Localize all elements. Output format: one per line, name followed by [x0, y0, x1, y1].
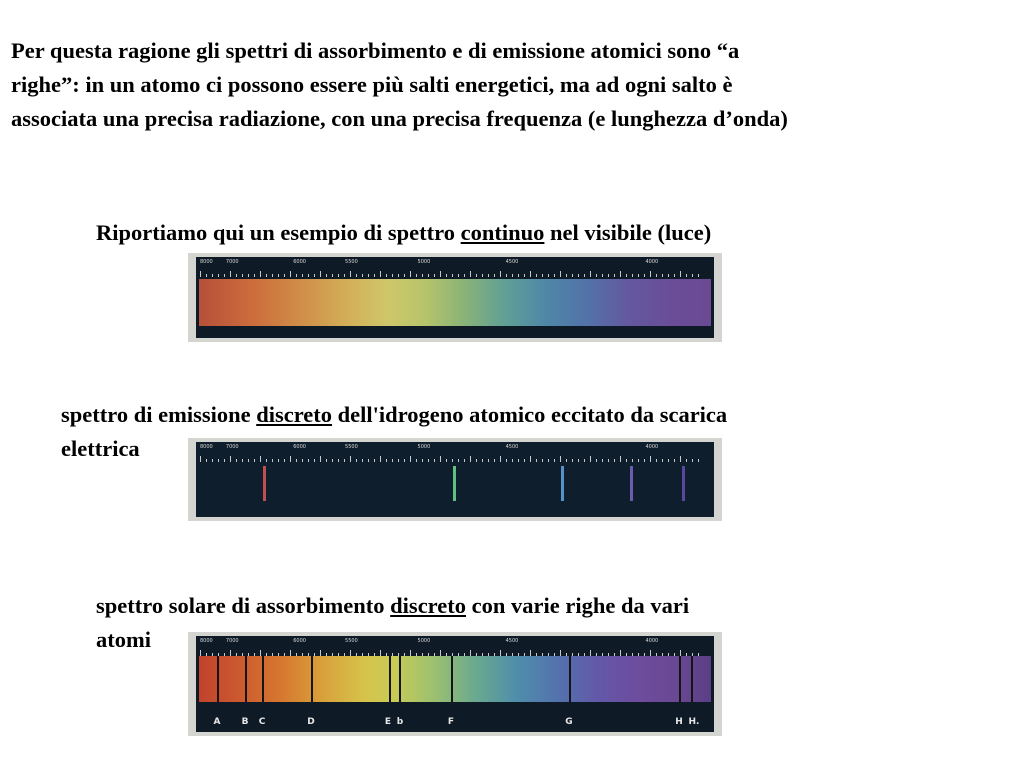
wavelength-scale — [196, 442, 714, 462]
scale-tick — [554, 274, 555, 277]
scale-tick — [464, 274, 465, 277]
wavelength-scale — [196, 257, 714, 277]
scale-tick — [602, 274, 603, 277]
absorption-label: A — [213, 717, 221, 727]
scale-tick — [284, 274, 285, 277]
scale-tick — [506, 274, 507, 277]
absorption-line-b — [245, 656, 247, 702]
absorption-line-h1 — [679, 656, 681, 702]
absorption-label: H. — [688, 717, 700, 727]
scale-tick — [344, 274, 345, 277]
scale-tick — [674, 274, 675, 277]
scale-number: 4500 — [505, 259, 519, 265]
scale-tick — [668, 274, 669, 277]
scale-number: 8000 — [199, 259, 213, 265]
scale-tick — [428, 274, 429, 277]
scale-tick — [536, 274, 537, 277]
scale-tick — [266, 274, 267, 277]
scale-tick — [644, 274, 645, 277]
emission-caption-underlined: discreto — [256, 402, 333, 427]
scale-tick — [698, 274, 699, 277]
scale-tick — [350, 271, 351, 277]
scale-number: 5000 — [417, 444, 431, 450]
scale-tick — [500, 271, 501, 277]
scale-tick — [626, 274, 627, 277]
scale-tick — [242, 274, 243, 277]
absorption-label: F — [447, 717, 455, 727]
scale-tick — [512, 274, 513, 277]
intro-line-2: righe”: in un atomo ci possono essere più salti energetici, ma ad ogni salto è — [11, 72, 733, 97]
emission-line-deep-violet — [682, 466, 685, 501]
intro-paragraph — [11, 34, 1016, 136]
scale-tick — [662, 274, 663, 277]
continuous-caption-underlined: continuo — [460, 220, 545, 245]
scale-tick — [620, 271, 621, 277]
scale-tick — [374, 274, 375, 277]
absorption-label: B — [241, 717, 249, 727]
absorption-label: b — [396, 717, 404, 727]
scale-tick — [398, 274, 399, 277]
scale-tick — [272, 274, 273, 277]
scale-tick — [326, 274, 327, 277]
scale-tick — [248, 274, 249, 277]
scale-tick — [392, 274, 393, 277]
scale-tick — [332, 274, 333, 277]
scale-tick — [692, 274, 693, 277]
scale-tick — [614, 274, 615, 277]
continuous-caption-after: nel visibile (luce) — [544, 220, 712, 245]
scale-tick — [542, 274, 543, 277]
emission-caption-before: spettro di emissione — [61, 402, 257, 427]
absorption-label: C — [258, 717, 266, 727]
scale-tick — [476, 274, 477, 277]
emission-line-green — [453, 466, 456, 501]
absorption-line-g — [569, 656, 571, 702]
scale-tick — [380, 271, 381, 277]
absorption-line-f — [451, 656, 453, 702]
scale-tick — [434, 274, 435, 277]
scale-tick — [410, 271, 411, 277]
scale-number: 7000 — [225, 638, 239, 644]
scale-tick — [356, 274, 357, 277]
scale-number: 6000 — [293, 444, 306, 450]
scale-tick — [566, 274, 567, 277]
scale-tick — [386, 274, 387, 277]
scale-tick — [608, 274, 609, 277]
absorption-label: H — [675, 717, 683, 727]
wavelength-scale — [196, 636, 714, 656]
scale-tick — [578, 274, 579, 277]
scale-tick — [440, 271, 441, 277]
absorption-caption-before: spettro solare di assorbimento — [96, 593, 391, 618]
continuous-spectrum-plate — [188, 253, 722, 342]
scale-number: 4500 — [505, 638, 519, 644]
scale-tick — [362, 274, 363, 277]
scale-tick — [572, 274, 573, 277]
absorption-line-h2 — [691, 656, 693, 702]
scale-tick — [530, 271, 531, 277]
scale-tick — [680, 271, 681, 277]
scale-tick — [524, 274, 525, 277]
scale-tick — [494, 274, 495, 277]
continuous-spectrum-band — [199, 279, 711, 326]
scale-tick — [236, 274, 237, 277]
scale-tick — [446, 274, 447, 277]
scale-number: 5500 — [345, 259, 358, 265]
scale-tick — [224, 274, 225, 277]
scale-tick — [416, 274, 417, 277]
scale-number: 4500 — [505, 444, 519, 450]
emission-spectrum-plate — [188, 438, 722, 521]
absorption-line-d — [311, 656, 313, 702]
scale-number: 8000 — [199, 444, 213, 450]
scale-tick — [458, 274, 459, 277]
scale-tick — [200, 271, 201, 277]
absorption-line-e — [389, 656, 391, 702]
emission-lines-area — [199, 462, 711, 509]
scale-tick — [596, 274, 597, 277]
scale-tick — [290, 271, 291, 277]
scale-tick — [650, 271, 651, 277]
scale-tick — [278, 274, 279, 277]
absorption-label: D — [307, 717, 315, 727]
absorption-caption-line-2: atomi — [96, 627, 151, 652]
scale-tick — [656, 274, 657, 277]
scale-number: 5500 — [345, 638, 358, 644]
absorption-spectrum-plate — [188, 632, 722, 736]
scale-tick — [260, 271, 261, 277]
intro-line-3: associata una precisa radiazione, con una precisa frequenza (e lunghezza d’onda) — [11, 106, 788, 131]
absorption-spectrum-band — [199, 656, 711, 702]
absorption-label: G — [565, 717, 573, 727]
scale-tick — [314, 274, 315, 277]
scale-tick — [404, 274, 405, 277]
emission-caption-after: dell'idrogeno atomico eccitato da scarica — [332, 402, 728, 427]
scale-number: 6000 — [293, 638, 306, 644]
scale-tick — [560, 271, 561, 277]
absorption-line-a — [217, 656, 219, 702]
scale-tick — [518, 274, 519, 277]
scale-tick — [296, 274, 297, 277]
scale-tick — [422, 274, 423, 277]
scale-tick — [320, 271, 321, 277]
scale-tick — [686, 274, 687, 277]
emission-line-red — [263, 466, 266, 501]
emission-caption-line-2: elettrica — [61, 436, 140, 461]
continuous-caption — [96, 216, 711, 250]
scale-number: 8000 — [199, 638, 213, 644]
scale-tick — [254, 274, 255, 277]
scale-tick — [584, 274, 585, 277]
scale-number: 5000 — [417, 259, 431, 265]
scale-tick — [632, 274, 633, 277]
emission-spectrum-strip — [196, 442, 714, 517]
absorption-caption-underlined: discreto — [390, 593, 466, 618]
scale-tick — [488, 274, 489, 277]
scale-tick — [638, 274, 639, 277]
intro-line-1: Per questa ragione gli spettri di assorbimento e di emissione atomici sono “a — [11, 38, 740, 63]
scale-tick — [590, 271, 591, 277]
scale-number: 4000 — [645, 638, 659, 644]
scale-tick — [338, 274, 339, 277]
absorption-line-c — [262, 656, 264, 702]
scale-tick — [302, 274, 303, 277]
scale-tick — [452, 274, 453, 277]
absorption-label: E — [384, 717, 392, 727]
scale-tick — [212, 274, 213, 277]
scale-number: 7000 — [225, 259, 239, 265]
scale-number: 4000 — [645, 444, 659, 450]
scale-number: 7000 — [225, 444, 239, 450]
absorption-spectrum-strip — [196, 636, 714, 732]
absorption-caption-after: con varie righe da vari — [466, 593, 690, 618]
scale-tick — [482, 274, 483, 277]
scale-tick — [218, 274, 219, 277]
scale-tick — [206, 274, 207, 277]
emission-line-blue — [561, 466, 564, 501]
scale-tick — [548, 274, 549, 277]
scale-number: 5000 — [417, 638, 431, 644]
scale-tick — [368, 274, 369, 277]
scale-tick — [308, 274, 309, 277]
continuous-caption-before: Riportiamo qui un esempio di spettro — [96, 220, 461, 245]
scale-number: 4000 — [645, 259, 659, 265]
continuous-spectrum-strip — [196, 257, 714, 338]
scale-tick — [230, 271, 231, 277]
scale-tick — [470, 271, 471, 277]
scale-number: 6000 — [293, 259, 306, 265]
emission-line-violet — [630, 466, 633, 501]
absorption-line-b-lower — [399, 656, 401, 702]
scale-number: 5500 — [345, 444, 358, 450]
